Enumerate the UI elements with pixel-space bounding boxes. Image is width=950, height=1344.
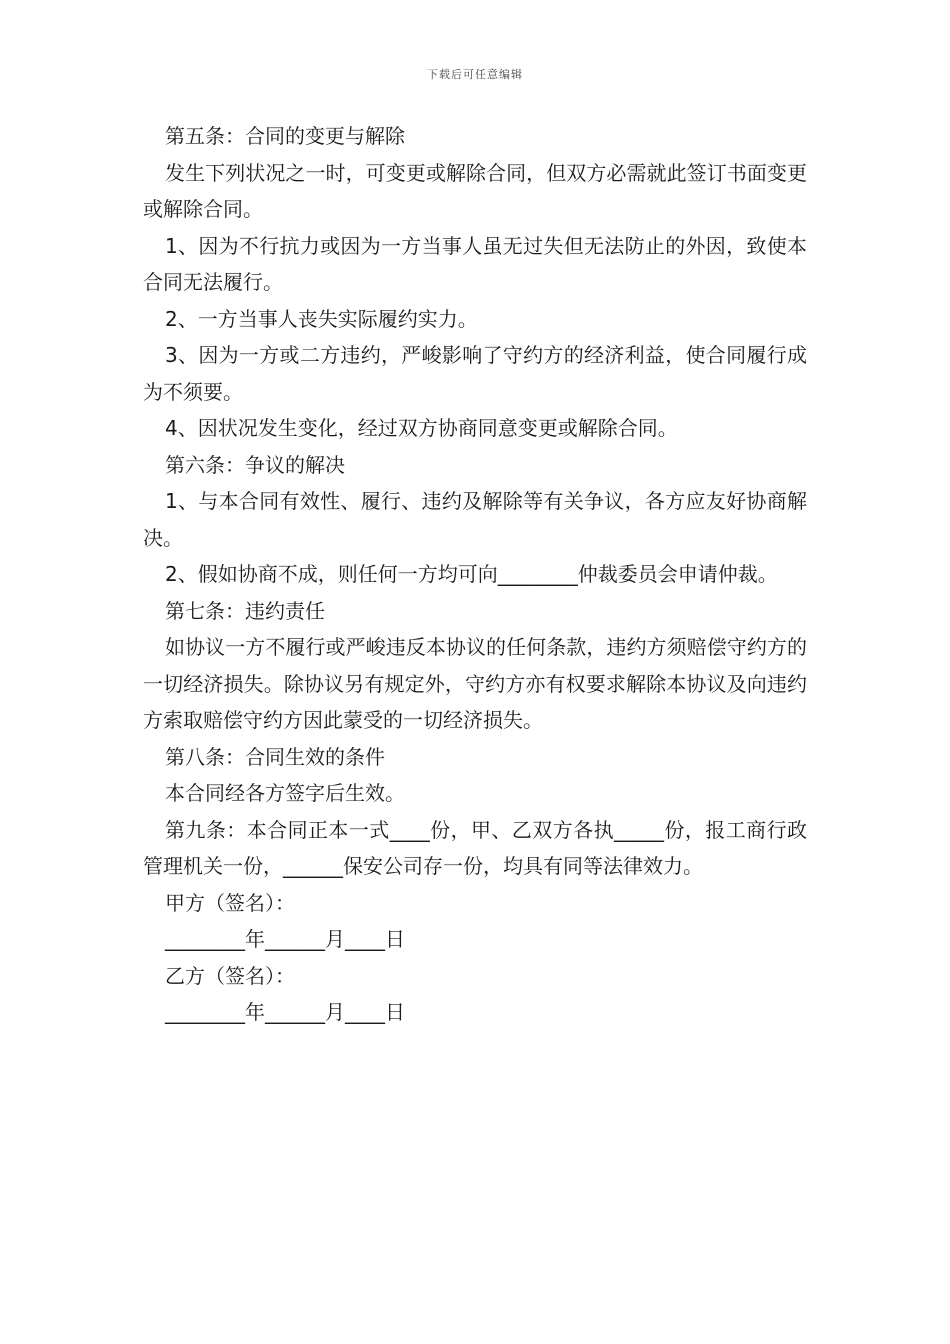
article-6-clause-2: 2、假如协商不成，则任何一方均可向________仲裁委员会申请仲裁。 — [165, 562, 778, 586]
article-7-body: 如协议一方不履行或严峻违反本协议的任何条款，违约方须赔偿守约方的一切经济损失。除协议另有规定外，守约方亦有权要求解除本协议及向违约方索取赔偿守约方因此蒙受的一切经济损失。 — [143, 635, 807, 732]
document-body — [143, 118, 807, 1031]
party-b-date-line: ________年______月____日 — [165, 1000, 405, 1024]
party-b-signature-label: 乙方（签名）： — [165, 963, 295, 988]
article-5-clause-3: 3、因为一方或二方违约，严峻影响了守约方的经济利益，使合同履行成为不须要。 — [143, 343, 807, 404]
article-8-body: 本合同经各方签字后生效。 — [165, 781, 405, 805]
article-5-intro: 发生下列状况之一时，可变更或解除合同，但双方必需就此签订书面变更或解除合同。 — [143, 160, 807, 221]
article-6-heading: 第六条：争议的解决 — [165, 452, 345, 477]
article-7-heading: 第七条：违约责任 — [165, 598, 325, 623]
page-header: 下载后可任意编辑 — [427, 68, 523, 81]
party-a-signature-label: 甲方（签名）： — [165, 890, 295, 915]
article-6-clause-1: 1、与本合同有效性、履行、违约及解除等有关争议，各方应友好协商解决。 — [143, 489, 807, 550]
party-a-date-line: ________年______月____日 — [165, 927, 405, 951]
article-5-clause-1: 1、因为不行抗力或因为一方当事人虽无过失但无法防止的外因，致使本合同无法履行。 — [143, 233, 807, 294]
article-9-body: 第九条：本合同正本一式____份，甲、乙双方各执_____份，报工商行政管理机关一份，______保安公司存一份，均具有同等法律效力。 — [143, 817, 807, 878]
article-5-heading: 第五条：合同的变更与解除 — [165, 124, 405, 148]
article-8-heading: 第八条：合同生效的条件 — [165, 744, 385, 769]
article-5-clause-4: 4、因状况发生变化，经过双方协商同意变更或解除合同。 — [165, 416, 678, 440]
article-5-clause-2: 2、一方当事人丧失实际履约实力。 — [165, 306, 478, 331]
